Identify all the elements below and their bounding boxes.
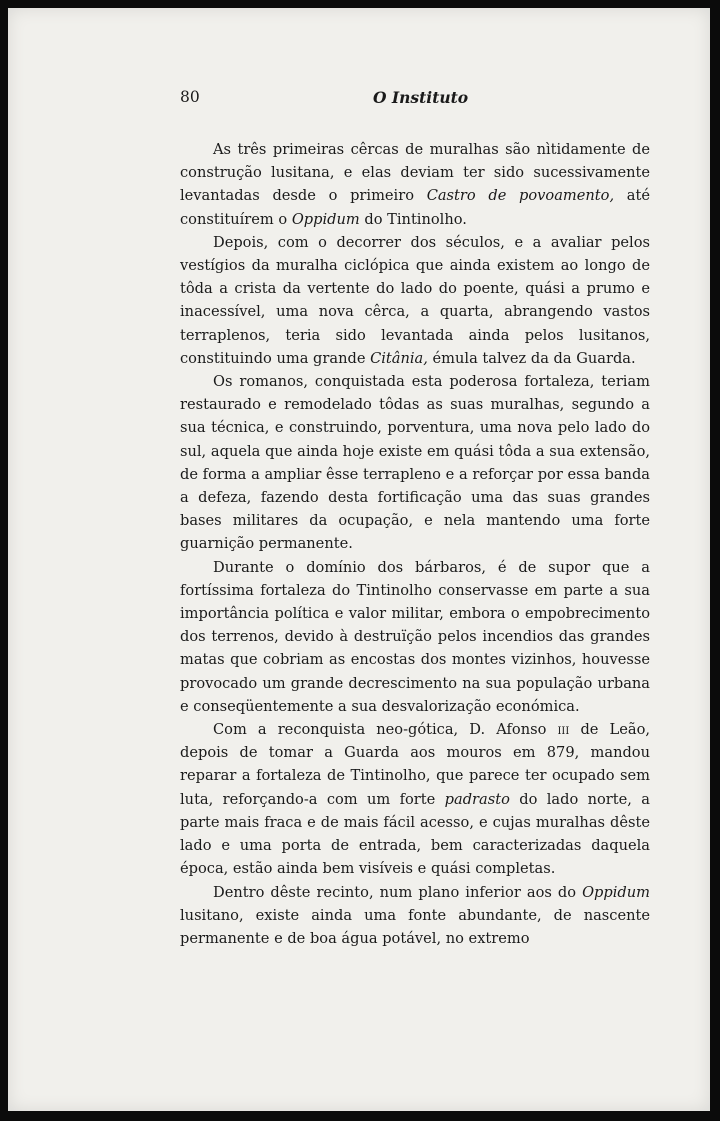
running-head — [180, 88, 650, 116]
page-number: 80 — [180, 88, 200, 106]
text-run: Os romanos, conquistada esta poderosa fortaleza, teriam restaurado e remodelado tôdas as suas muralhas, segundo a sua técnica, e construindo, porventura, uma nova pelo lado do sul, aquela que ainda hoje existe em quási tôda a sua extensão, de forma a ampliar êsse terrapleno e a reforçar por essa banda a defeza, fazendo desta fortificação uma das suas grandes bases militares da ocupação, e nela mantendo uma forte guarnição permanente. — [180, 373, 650, 553]
text-run: Depois, com o decorrer dos séculos, e a avaliar pelos vestígios da muralha ciclópica que ainda existem ao longo de tôda a crista da vertente do lado do poente, quási a prumo e inacessível, uma nova cêrca, a quarta, abrangendo vastos terraplenos, teria sido levantada ainda pelos lusitanos, constituindo uma grande — [180, 233, 650, 367]
text-run: Durante o domínio dos bárbaros, é de supor que a fortíssima fortaleza do Tintinolho conservasse em parte a sua importância política e valor militar, embora o empobrecimento dos terrenos, devido à destruïção pelos incendios das grandes matas que cobriam as encostas dos montes vizinhos, houvesse provocado um grande decrescimento na sua população urbana e conseqüentemente a sua desvalorização económica. — [180, 558, 650, 715]
page-text-block — [180, 88, 650, 950]
paragraph — [180, 370, 650, 556]
text-run: émula talvez da da Guarda. — [427, 349, 636, 367]
text-run: do Tintinolho. — [359, 210, 467, 228]
page-header-title: O Instituto — [373, 88, 469, 107]
italic-text: Oppidum — [582, 883, 650, 901]
paragraph — [180, 138, 650, 231]
italic-text: Castro de povoamento, — [426, 187, 615, 205]
italic-text: Oppidum — [291, 210, 360, 228]
text-run: do lado norte, a parte mais fraca e de mais fácil acesso, e cujas muralhas dêste lado e uma porta de entrada, bem caracterizadas daquela época, estão ainda bem visíveis e quási completas. — [180, 790, 650, 878]
paragraph — [180, 231, 650, 370]
body-text — [180, 138, 650, 950]
text-run: de Leão, depois de tomar a Guarda aos mouros em 879, mandou reparar a fortaleza de Tintinolho, que parece ter ocupado sem luta, reforçando-a com um forte — [180, 721, 650, 808]
text-run: Com a reconquista neo-gótica, D. Afonso — [213, 721, 558, 739]
text-run: As três primeiras cêrcas de muralhas são nìtidamente de construção lusitana, e elas deviam ter sido sucessivamente levantadas desde o primeiro — [180, 141, 650, 205]
text-run: Dentro dêste recinto, num plano inferior aos do — [213, 883, 583, 901]
paragraph — [180, 556, 650, 718]
paragraph — [180, 718, 650, 880]
text-run: iii — [557, 721, 570, 739]
book-page — [8, 8, 710, 1111]
italic-text: Citânia, — [370, 349, 428, 367]
paragraph — [180, 881, 650, 951]
text-run: até constituírem o — [180, 187, 650, 228]
italic-text: padrasto — [444, 790, 510, 808]
text-run: lusitano, existe ainda uma fonte abundante, de nascente permanente e de boa água potável, no extremo — [180, 906, 650, 947]
